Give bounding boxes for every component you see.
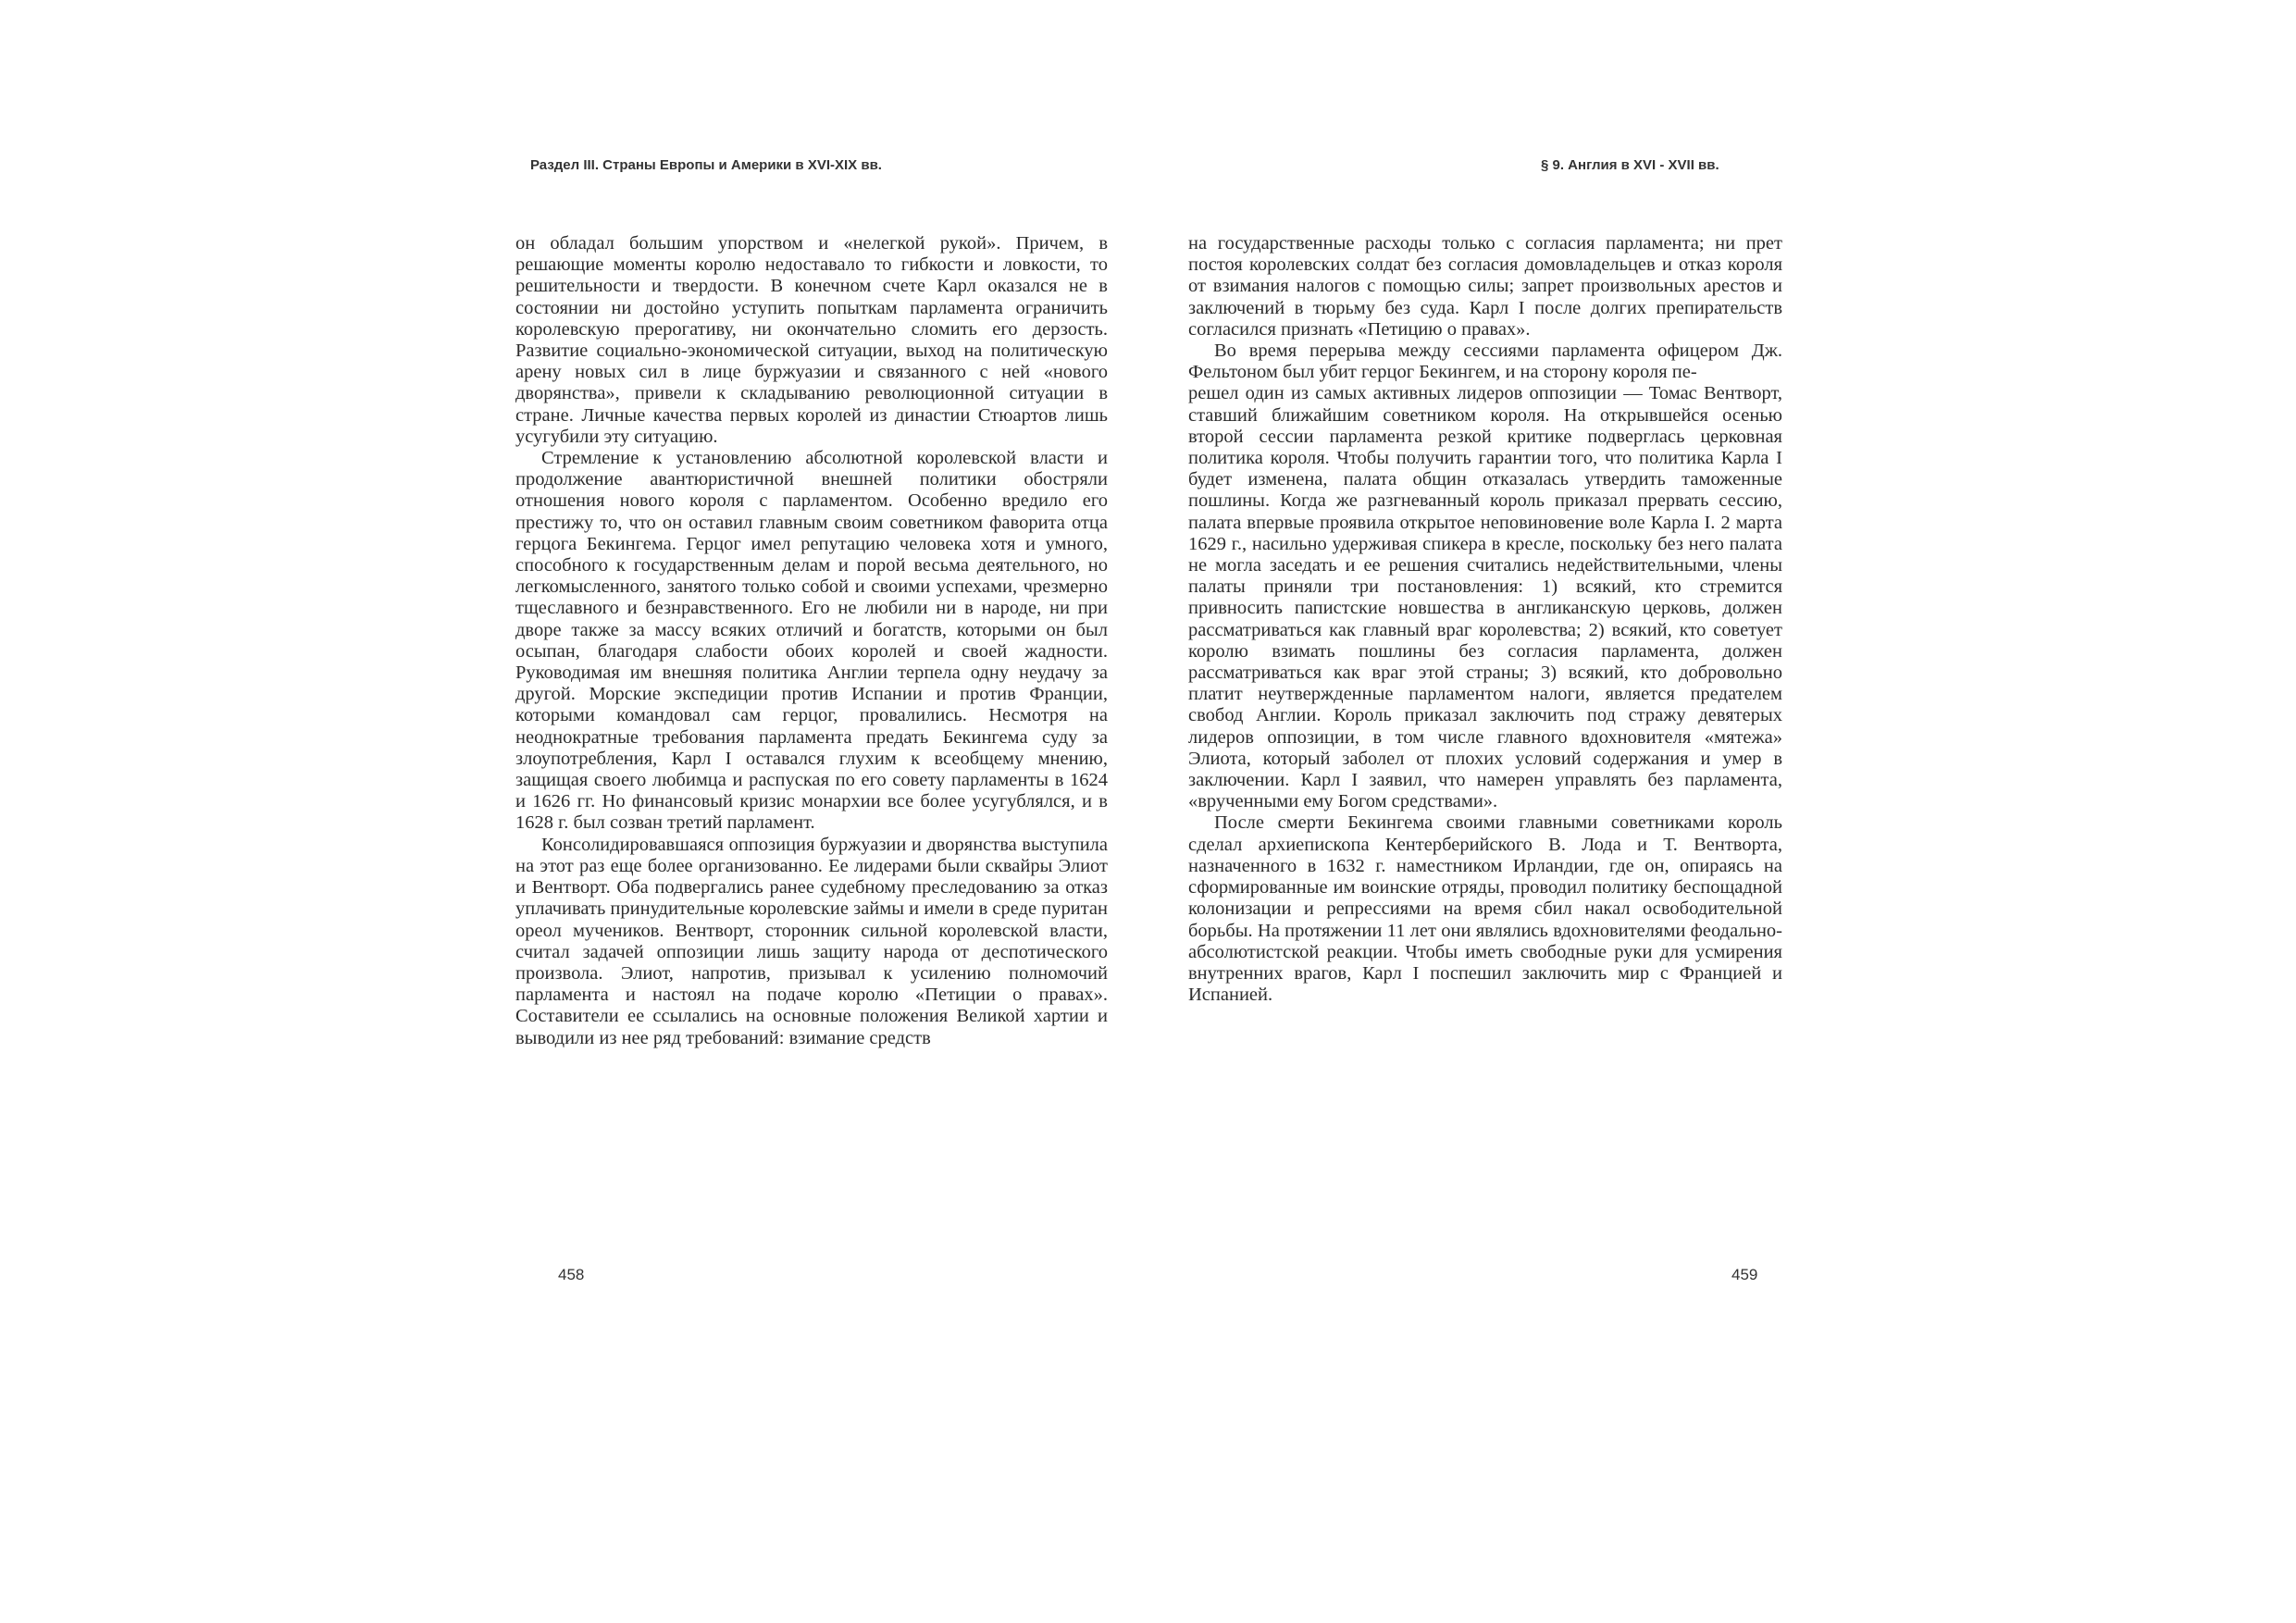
paragraph: После смерти Бекингема своими главными советниками король сделал архиепископа Кентерберийского В. Лода и Т. Вентворта, назначенного в 1632 г. наместником Ирландии, где он, опираясь на сформированные им воинские отряды, проводил политику беспощадной колонизации и репрессиями на время сбил накал освободительной борьбы. На протяжении 11 лет они являлись вдохновителями феодально-абсолютистской реакции. Чтобы иметь свободные руки для усмирения внутренних врагов, Карл I поспешил заключить мир с Францией и Испанией. xyxy=(1188,812,1782,1006)
paragraph: Во время перерыва между сессиями парламента офицером Дж. Фельтоном был убит герцог Бекингем, и на сторону короля пе- xyxy=(1188,341,1782,383)
page-number-left: 458 xyxy=(558,1266,585,1283)
running-head-left: Раздел III. Страны Европы и Америки в XVI-XIX вв. xyxy=(530,157,882,173)
paragraph: Стремление к установлению абсолютной королевской власти и продолжение авантюристичной внешней политики обостряли отношения нового короля с парламентом. Особенно вредило его престижу то, что он оставил главным своим советником фаворита отца герцога Бекингема. Герцог имел репутацию человека хотя и умного, способного к государственным делам и порой весьма деятельного, но легкомысленного, занятого только собой и своими успехами, чрезмерно тщеславного и безнравственного. Его не любили ни в народе, ни при дворе также за массу всяких отличий и богатств, которыми он был осыпан, благодаря слабости обоих королей и своей жадности. Руководимая им внешняя политика Англии терпела одну неудачу за другой. Морские экспедиции против Испании и против Франции, которыми командовал сам герцог, провалились. Несмотря на неоднократные требования парламента предать Бекингема суду за злоупотребления, Карл I оставался глухим к всеобщему мнению, защищая своего любимца и распуская по его совету парламенты в 1624 и 1626 гг. Но финансовый кризис монархии все более усугублялся, и в 1628 г. был созван третий парламент. xyxy=(515,448,1108,834)
right-page xyxy=(1148,0,2296,1623)
paragraph: решел один из самых активных лидеров оппозиции — Томас Вентворт, ставший ближайшим советником короля. На открывшейся осенью второй сессии парламента резкой критике подверглась церковная политика короля. Чтобы получить гарантии того, что политика Карла I будет изменена, палата общин отказалась утвердить таможенные пошлины. Когда же разгневанный король приказал прервать сессию, палата впервые проявила открытое неповиновение воле Карла I. 2 марта 1629 г., насильно удерживая спикера в кресле, поскольку без него палата не могла заседать и ее решения считались недействительными, члены палаты приняли три постановления: 1) всякий, кто стремится привносить папистские новшества в англиканскую церковь, должен рассматриваться как главный враг королевства; 2) всякий, кто советует королю взимать пошлины без согласия парламента, должен рассматриваться как враг этой страны; 3) всякий, кто добровольно платит неутвержденные парламентом налоги, является предателем свобод Англии. Король приказал заключить под стражу девятерых лидеров оппозиции, в том числе главного вдохновителя «мятежа» Элиота, который заболел от плохих условий содержания и умер в заключении. Карл I заявил, что намерен управлять без парламента, «врученными ему Богом средствами». xyxy=(1188,383,1782,812)
paragraph: на государственные расходы только с согласия парламента; ни прет постоя королевских солдат без согласия домовладельцев и отказ короля от взимания налогов с помощью силы; запрет произвольных арестов и заключений в тюрьму без суда. Карл I после долгих препирательств согласился признать «Петицию о правах». xyxy=(1188,233,1782,340)
left-text-column xyxy=(515,233,1108,1049)
paragraph: он обладал большим упорством и «нелегкой рукой». Причем, в решающие моменты королю недоставало то гибкости и ловкости, то решительности и твердости. В конечном счете Карл оказался не в состоянии ни достойно уступить попыткам парламента ограничить королевскую прерогативу, ни окончательно сломить его дерзость. Развитие социально-экономической ситуации, выход на политическую арену новых сил в лице буржуазии и связанного с ней «нового дворянства», привели к складыванию революционной ситуации в стране. Личные качества первых королей из династии Стюартов лишь усугубили эту ситуацию. xyxy=(515,233,1108,447)
page-number-right: 459 xyxy=(1731,1266,1758,1283)
right-text-column xyxy=(1188,233,1782,1006)
running-head-right: § 9. Англия в XVI - XVII вв. xyxy=(1541,157,1719,173)
paragraph: Консолидировавшаяся оппозиция буржуазии и дворянства выступила на этот раз еще более организованно. Ее лидерами были сквайры Элиот и Вентворт. Оба подвергались ранее судебному преследованию за отказ уплачивать принудительные королевские займы и имели в среде пуритан ореол мучеников. Вентворт, сторонник сильной королевской власти, считал задачей оппозиции лишь защиту народа от деспотического произвола. Элиот, напротив, призывал к усилению полномочий парламента и настоял на подаче королю «Петиции о правах». Составители ее ссылались на основные положения Великой хартии и выводили из нее ряд требований: взимание средств xyxy=(515,834,1108,1048)
